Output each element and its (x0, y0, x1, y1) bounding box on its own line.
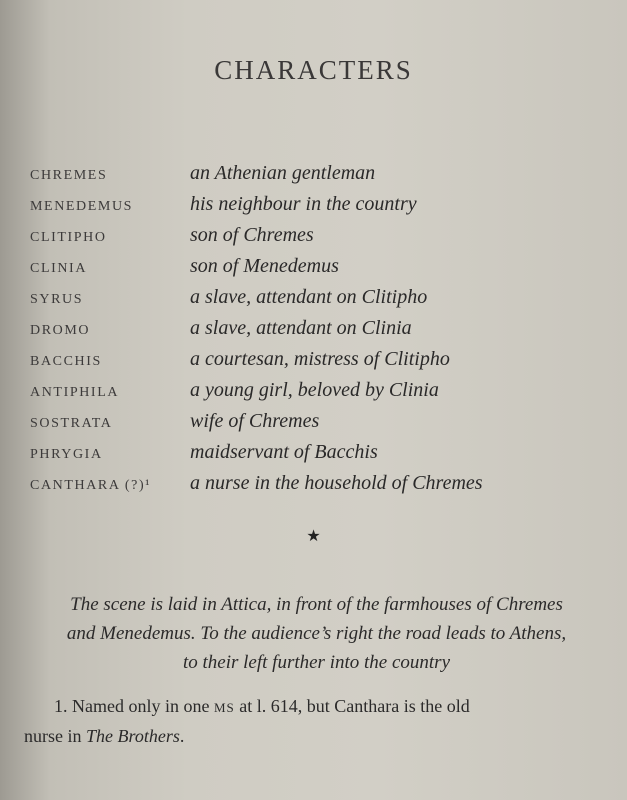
character-name: BACCHIS (30, 354, 102, 369)
character-name: SOSTRATA (30, 416, 113, 431)
character-name: CHREMES (30, 168, 108, 183)
character-row (30, 162, 610, 193)
character-description: a nurse in the household of Chremes (190, 472, 483, 494)
character-row (30, 193, 610, 224)
character-row (30, 286, 610, 317)
character-description: his neighbour in the country (190, 193, 417, 215)
character-list (30, 162, 610, 503)
character-name: CLINIA (30, 261, 88, 276)
footnote-number: 1. (54, 696, 68, 716)
character-name: DROMO (30, 323, 91, 338)
scene-line: and Menedemus. To the audience’s right the road leads to Athens, (66, 623, 567, 644)
character-row (30, 348, 610, 379)
character-row (30, 224, 610, 255)
character-description: wife of Chremes (190, 410, 320, 432)
character-name: ANTIPHILA (30, 385, 120, 400)
character-description: a courtesan, mistress of Clitipho (190, 348, 450, 370)
character-description: a slave, attendant on Clinia (190, 317, 412, 339)
character-description: an Athenian gentleman (190, 162, 376, 184)
character-name: CANTHARA (?)¹ (30, 478, 152, 493)
footnote-text: Named only in one (72, 696, 210, 716)
character-description: maidservant of Bacchis (190, 441, 378, 463)
character-row (30, 441, 610, 472)
character-description: a slave, attendant on Clitipho (190, 286, 428, 308)
character-description: son of Menedemus (190, 255, 339, 277)
footnote-end: . (179, 726, 185, 746)
footnote-text: at l. 614, but Canthara is the old (239, 696, 470, 716)
character-name: PHRYGIA (30, 447, 103, 462)
character-row (30, 317, 610, 348)
character-description: a young girl, beloved by Clinia (190, 379, 439, 401)
footnote-text: nurse in (24, 726, 82, 746)
footnote-line (24, 722, 594, 751)
character-row (30, 379, 610, 410)
scene-description (24, 590, 609, 677)
footnote-work-title: The Brothers (86, 726, 180, 746)
character-name: MENEDEMUS (30, 199, 134, 214)
scene-line: The scene is laid in Attica, in front of the farmhouses of Chremes (70, 594, 563, 615)
character-name: SYRUS (30, 292, 84, 307)
footnote-ms: MS (213, 700, 235, 715)
page-title: CHARACTERS (214, 55, 413, 85)
character-name: CLITIPHO (30, 230, 107, 245)
character-row (30, 472, 610, 503)
scene-line: to their left further into the country (182, 652, 451, 673)
footnote (24, 692, 594, 751)
character-row (30, 410, 610, 441)
character-description: son of Chremes (190, 224, 314, 246)
character-row (30, 255, 610, 286)
footnote-line (24, 692, 594, 722)
star-separator-icon: ★ (306, 528, 321, 545)
